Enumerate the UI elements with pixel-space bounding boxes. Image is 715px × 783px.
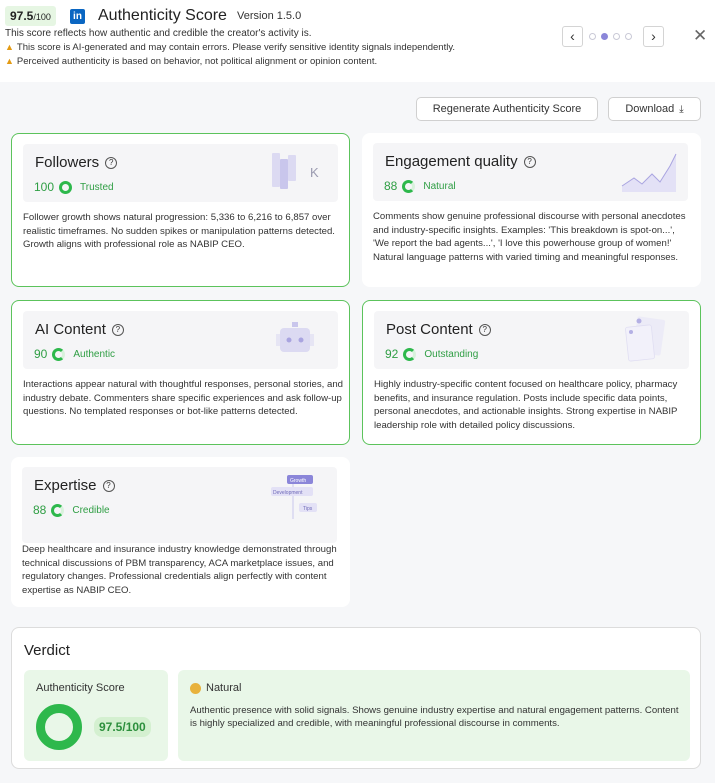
header: [0, 0, 715, 82]
warning-icon: ▲: [5, 56, 14, 66]
verdict-title: Verdict: [24, 642, 70, 659]
art-tag-development: Development: [273, 490, 303, 496]
card-title: Followers ?: [35, 154, 117, 171]
warning-text: This score is AI-generated and may contain errors. Please verify sensitive identity signals independently.: [16, 42, 456, 53]
art-tag-growth: Growth: [290, 478, 307, 484]
next-button[interactable]: [643, 26, 664, 47]
natural-description: Authentic presence with solid signals. Shows genuine industry expertise and natural engagement patterns. Content is highly specialized and credible, with meaningful professional discourse in comments.: [190, 705, 679, 729]
card-header: [22, 467, 337, 543]
version-label: Version 1.5.0: [237, 10, 302, 22]
card-title: Expertise ?: [34, 477, 115, 494]
natural-status-icon: [190, 683, 201, 694]
warning-icon: ▲: [5, 42, 14, 52]
score-ring-icon: [52, 348, 65, 361]
authenticity-ring-icon: [36, 704, 82, 750]
score-ring-icon: [402, 180, 415, 193]
prev-button[interactable]: [562, 26, 583, 47]
score-badge: [5, 6, 56, 26]
card-description: Interactions appear natural with thoughtful responses, personal stories, and industry debate. Commenters share specific experiences and ask follow-up questions. No templated responses or bot-like patterns detected.: [23, 379, 343, 417]
card-score: 100 Trusted: [34, 180, 114, 194]
engagement-card: [362, 133, 701, 287]
chevron-right-icon: ›: [651, 28, 656, 44]
card-score: 92 Outstanding: [385, 347, 479, 361]
expertise-card: [11, 457, 350, 607]
card-score: 88 Natural: [384, 179, 456, 193]
score-value: 97.5: [10, 9, 34, 23]
card-header: [23, 144, 338, 202]
pager-dot[interactable]: [613, 33, 620, 40]
pager-dot-active[interactable]: [601, 33, 608, 40]
warning-text: Perceived authenticity is based on behavior, not political alignment or opinion content.: [16, 56, 378, 67]
verdict-panel: [11, 627, 701, 769]
linkedin-icon: in: [70, 9, 85, 24]
download-label: Download: [625, 103, 675, 115]
expertise-tree-icon: [269, 472, 327, 522]
help-icon[interactable]: ?: [524, 156, 536, 168]
pager-dot[interactable]: [589, 33, 596, 40]
score-ring-icon: [403, 348, 416, 361]
chevron-left-icon: ‹: [570, 28, 575, 44]
robot-icon: [270, 316, 328, 364]
natural-header: [190, 682, 241, 694]
followers-illustration-icon: [270, 149, 328, 197]
natural-label: Natural: [206, 682, 242, 694]
page-title: Authenticity Score: [98, 7, 227, 24]
pager-dot[interactable]: [625, 33, 632, 40]
score-ring-icon: [51, 504, 64, 517]
warning-item: [5, 42, 455, 53]
card-title: AI Content ?: [35, 321, 124, 338]
posts-illustration-icon: [621, 316, 679, 364]
card-header: [23, 311, 338, 369]
download-icon: ⤓: [679, 104, 684, 115]
subtitle: This score reflects how authentic and credible the creator's activity is.: [5, 28, 312, 39]
help-icon[interactable]: ?: [105, 157, 117, 169]
card-header: [373, 143, 688, 201]
card-score: 90 Authentic: [34, 347, 116, 361]
natural-verdict-box: [178, 670, 690, 761]
help-icon[interactable]: ?: [479, 324, 491, 336]
card-description: Highly industry-specific content focused on healthcare policy, pharmacy benefits, and insurance regulation. Posts include specific data points, personal anecdotes, and actionable insights. Strong expertise in NABIP leadership role with detailed policy discussions.: [374, 379, 678, 431]
card-title: Post Content ?: [386, 321, 491, 338]
ai-content-card: [11, 300, 350, 445]
followers-card: [11, 133, 350, 287]
card-description: Follower growth shows natural progression: 5,336 to 6,216 to 6,857 over realistic timeframes. No sudden spikes or manipulation patterns detected. Growth aligns with professional role as NABIP CEO.: [23, 212, 335, 250]
help-icon[interactable]: ?: [103, 480, 115, 492]
pager-dots: [589, 33, 632, 40]
engagement-chart-icon: [620, 148, 678, 196]
warning-item: [5, 56, 377, 67]
art-tag-tips: Tips: [303, 506, 313, 512]
card-title: Engagement quality ?: [385, 153, 536, 170]
score-ring-icon: [59, 181, 72, 194]
art-k-text: K: [310, 165, 319, 180]
authenticity-label: Authenticity Score: [36, 682, 125, 694]
card-description: Deep healthcare and insurance industry knowledge demonstrated through technical discussions of PBM transparency, ACA marketplace issues, and regulatory changes. Professional credentials align perfectly with content expertise as NABIP CEO.: [22, 544, 337, 596]
card-header: [374, 311, 689, 369]
card-description: Comments show genuine professional discourse with personal anecdotes and industry-specific insights. Examples: 'This breakdown is spot-on...', 'We report the bad agents...', 'I love this powerhouse group of women!' Natural language patterns with varied timing and meaningful responses.: [373, 211, 686, 263]
close-icon[interactable]: ✕: [693, 26, 708, 45]
regenerate-button[interactable]: Regenerate Authenticity Score: [416, 97, 598, 121]
help-icon[interactable]: ?: [112, 324, 124, 336]
authenticity-value: 97.5/100: [94, 717, 151, 737]
download-button[interactable]: [608, 97, 701, 121]
card-score: 88 Credible: [33, 503, 110, 517]
post-content-card: [362, 300, 701, 445]
authenticity-score-box: [24, 670, 168, 761]
score-max: /100: [33, 12, 51, 22]
